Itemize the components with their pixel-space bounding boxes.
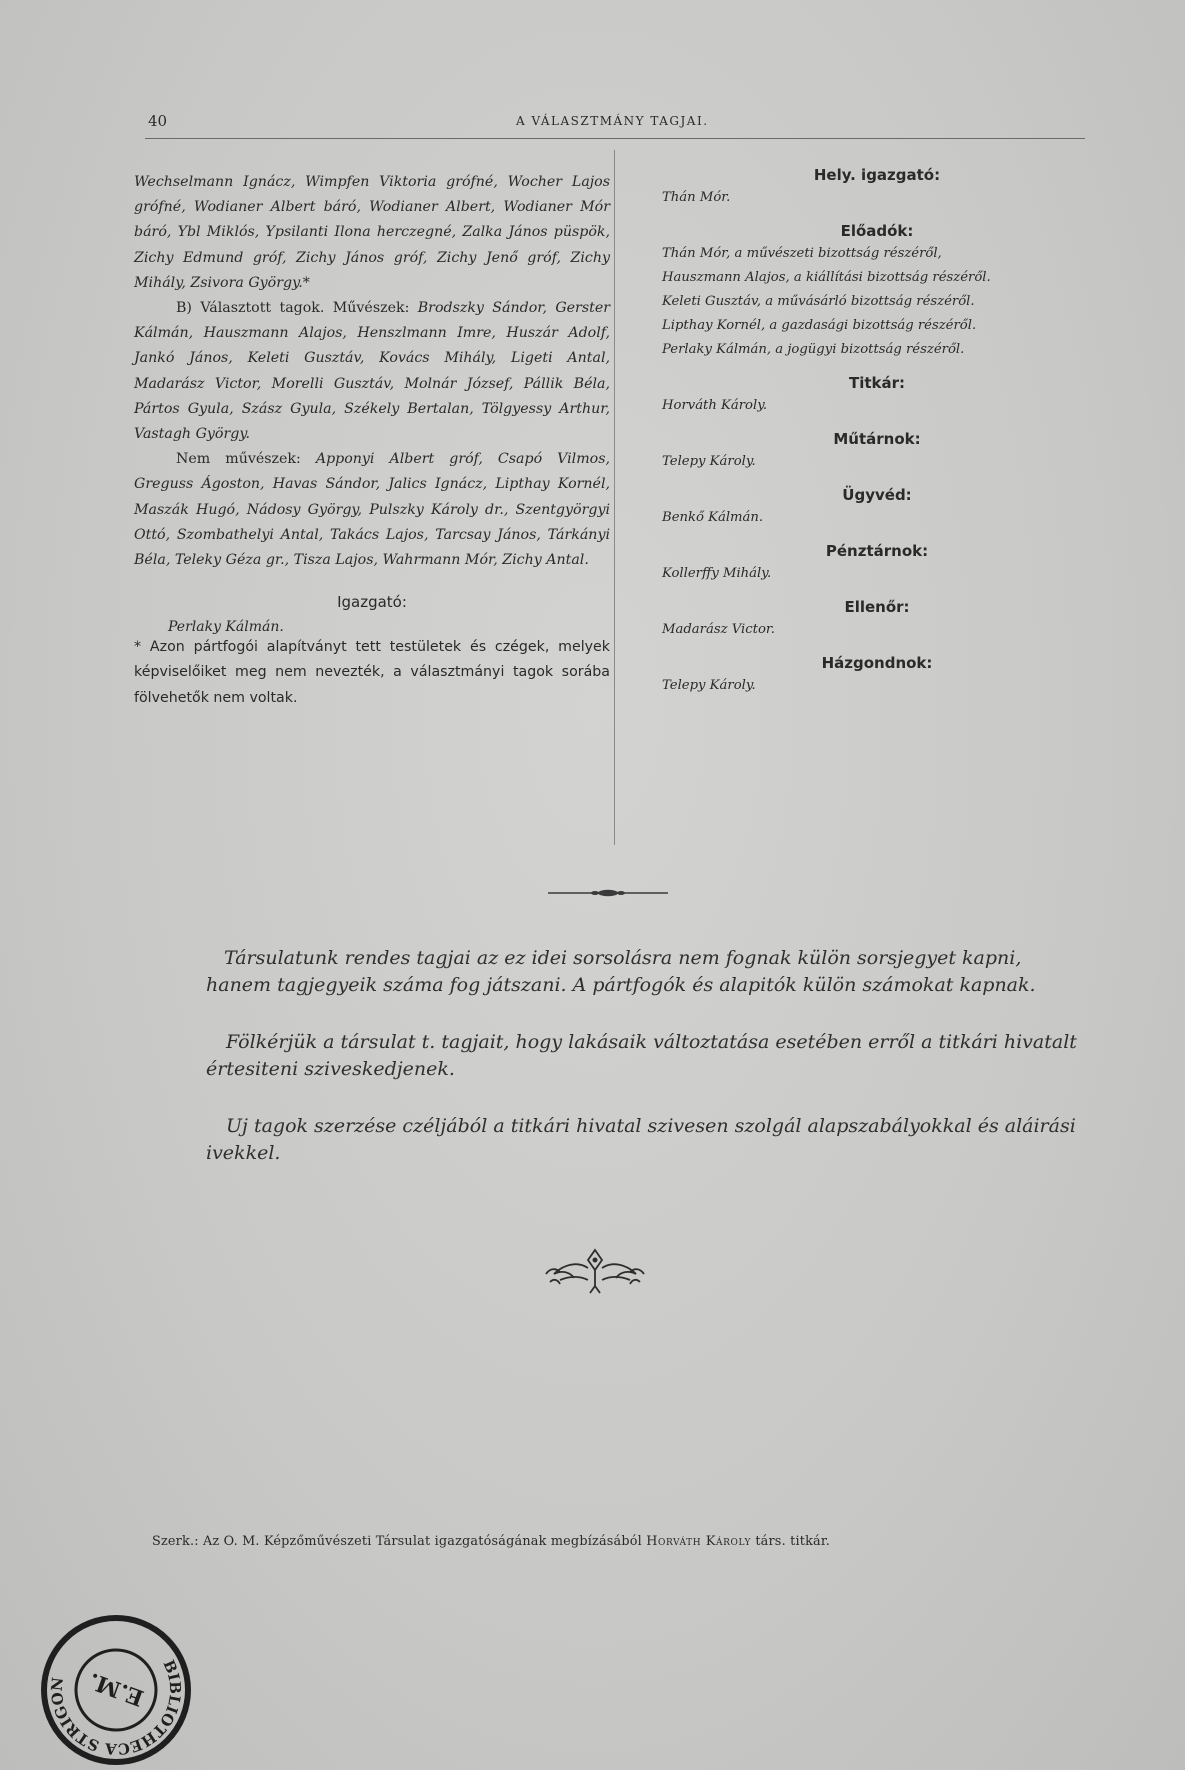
elected-artists-names: Brodszky Sándor, Gerster Kálmán, Hauszmann Alajos, Henszlmann Imre, Huszár Adolf, Jankó János, Keleti Gusztáv, Kovács Mihály, Ligeti Antal, Madarász Victor, Morelli Gusztáv, Molnár József, Pállik Béla, Pártos Gyula, Szász Gyula, Székely Bertalan, Tölgyessy Arthur, Vastagh György. bbox=[134, 300, 611, 443]
section-heading: Előadók: bbox=[840, 222, 914, 240]
section-heading: Házgondnok: bbox=[821, 654, 933, 672]
notice-paragraph: Társulatunk rendes tagjai az ez idei sorsolásra nem fognak külön sorsjegyet kapni, hanem tagjegyeik száma fog játszani. A pártfogók és alapitók külön számokat kapnak. bbox=[206, 947, 1036, 996]
imprint-editor-name: Horváth Károly bbox=[646, 1534, 752, 1549]
director-heading: Igazgató: bbox=[337, 593, 407, 612]
section-line: Thán Mór. bbox=[662, 190, 731, 205]
section-line: Kollerffy Mihály. bbox=[662, 566, 772, 581]
section-heading: Hely. igazgató: bbox=[813, 166, 941, 184]
stamp-center-text: E.M. bbox=[85, 1667, 148, 1711]
left-column bbox=[134, 170, 610, 711]
elected-members-lead: B) Választott tagok. Művészek: bbox=[176, 300, 410, 317]
library-stamp bbox=[36, 1610, 196, 1770]
director-name: Perlaky Kálmán. bbox=[168, 619, 284, 636]
right-column bbox=[662, 166, 1092, 710]
imprint-role: társ. titkár. bbox=[755, 1534, 831, 1549]
section-line: Keleti Gusztáv, a művásárló bizottság részéről. bbox=[662, 294, 975, 309]
page-header bbox=[148, 112, 1083, 134]
notice-paragraph: Uj tagok szerzése czéljából a titkári hivatal szivesen szolgál alapszabályokkal és aláirási ivekkel. bbox=[206, 1115, 1076, 1164]
imprint-text: Szerk.: Az O. M. Képzőművészeti Társulat igazgatóságának megbízásából bbox=[152, 1534, 642, 1549]
members-list-continued: Wechselmann Ignácz, Wimpfen Viktoria grófné, Wocher Lajos grófné, Wodianer Albert báró, Wodianer Albert, Wodianer Mór báró, Ybl Miklós, Ypsilanti Ilona herczegné, Zalka János püspök, Zichy Edmund gróf, Zichy János gróf, Zichy Jenő gróf, Zichy Mihály, Zsivora György.* bbox=[134, 174, 610, 291]
section-secretary bbox=[662, 374, 1092, 418]
members-notice bbox=[206, 945, 1086, 1197]
imprint-footer bbox=[152, 1534, 1082, 1549]
section-deputy-director bbox=[662, 166, 1092, 210]
section-line: Hauszmann Alajos, a kiállítási bizottság részéről. bbox=[662, 270, 991, 285]
section-heading: Pénztárnok: bbox=[825, 542, 929, 560]
section-line: Lipthay Kornél, a gazdasági bizottság részéről. bbox=[662, 318, 977, 333]
non-artists-names: Apponyi Albert gróf, Csapó Vilmos, Greguss Ágoston, Havas Sándor, Jalics Ignácz, Lipthay Kornél, Maszák Hugó, Nádosy György, Pulszky Károly dr., Szentgyörgyi Ottó, Szombathelyi Antal, Takács Lajos, Tarcsay János, Tárkányi Béla, Teleky Géza gr., Tisza Lajos, Wahrmann Mór, Zichy Antal. bbox=[134, 451, 610, 569]
section-auditor bbox=[662, 598, 1092, 642]
elected-members-non-artists bbox=[134, 447, 610, 573]
stamp-ring-text: BIBLIOTHECA STRIGON bbox=[47, 1657, 185, 1759]
section-line: Horváth Károly. bbox=[662, 398, 768, 413]
separator-ornament bbox=[548, 889, 668, 897]
section-line: Telepy Károly. bbox=[662, 678, 756, 693]
section-house-manager bbox=[662, 654, 1092, 698]
running-head: A VÁLASZTMÁNY TAGJAI. bbox=[516, 114, 709, 128]
section-line: Telepy Károly. bbox=[662, 454, 756, 469]
page-number: 40 bbox=[148, 112, 168, 130]
section-heading: Műtárnok: bbox=[833, 430, 921, 448]
section-line: Madarász Victor. bbox=[662, 622, 775, 637]
section-heading: Titkár: bbox=[848, 374, 906, 392]
section-line: Thán Mór, a művészeti bizottság részéről, bbox=[662, 246, 942, 261]
section-heading: Ellenőr: bbox=[844, 598, 910, 616]
non-artists-lead: Nem művészek: bbox=[176, 451, 301, 468]
footnote: * Azon pártfogói alapítványt tett testületek és czégek, melyek képviselőiket meg nem nevezték, a választmányi tagok sorába fölvehetők nem voltak. bbox=[134, 639, 610, 706]
section-line: Benkő Kálmán. bbox=[662, 510, 764, 525]
notice-paragraph: Fölkérjük a társulat t. tagjait, hogy lakásaik változtatása esetében erről a titkári hivatalt értesiteni sziveskedjenek. bbox=[206, 1031, 1077, 1080]
elected-members-artists bbox=[134, 296, 610, 447]
section-curator bbox=[662, 430, 1092, 474]
column-divider bbox=[614, 150, 615, 845]
section-line: Perlaky Kálmán, a jogügyi bizottság részéről. bbox=[662, 342, 965, 357]
header-rule bbox=[145, 138, 1085, 139]
section-treasurer bbox=[662, 542, 1092, 586]
section-heading: Ügyvéd: bbox=[842, 486, 912, 504]
section-lawyer bbox=[662, 486, 1092, 530]
fleuron-ornament bbox=[540, 1246, 650, 1296]
section-rapporteurs bbox=[662, 222, 1092, 362]
